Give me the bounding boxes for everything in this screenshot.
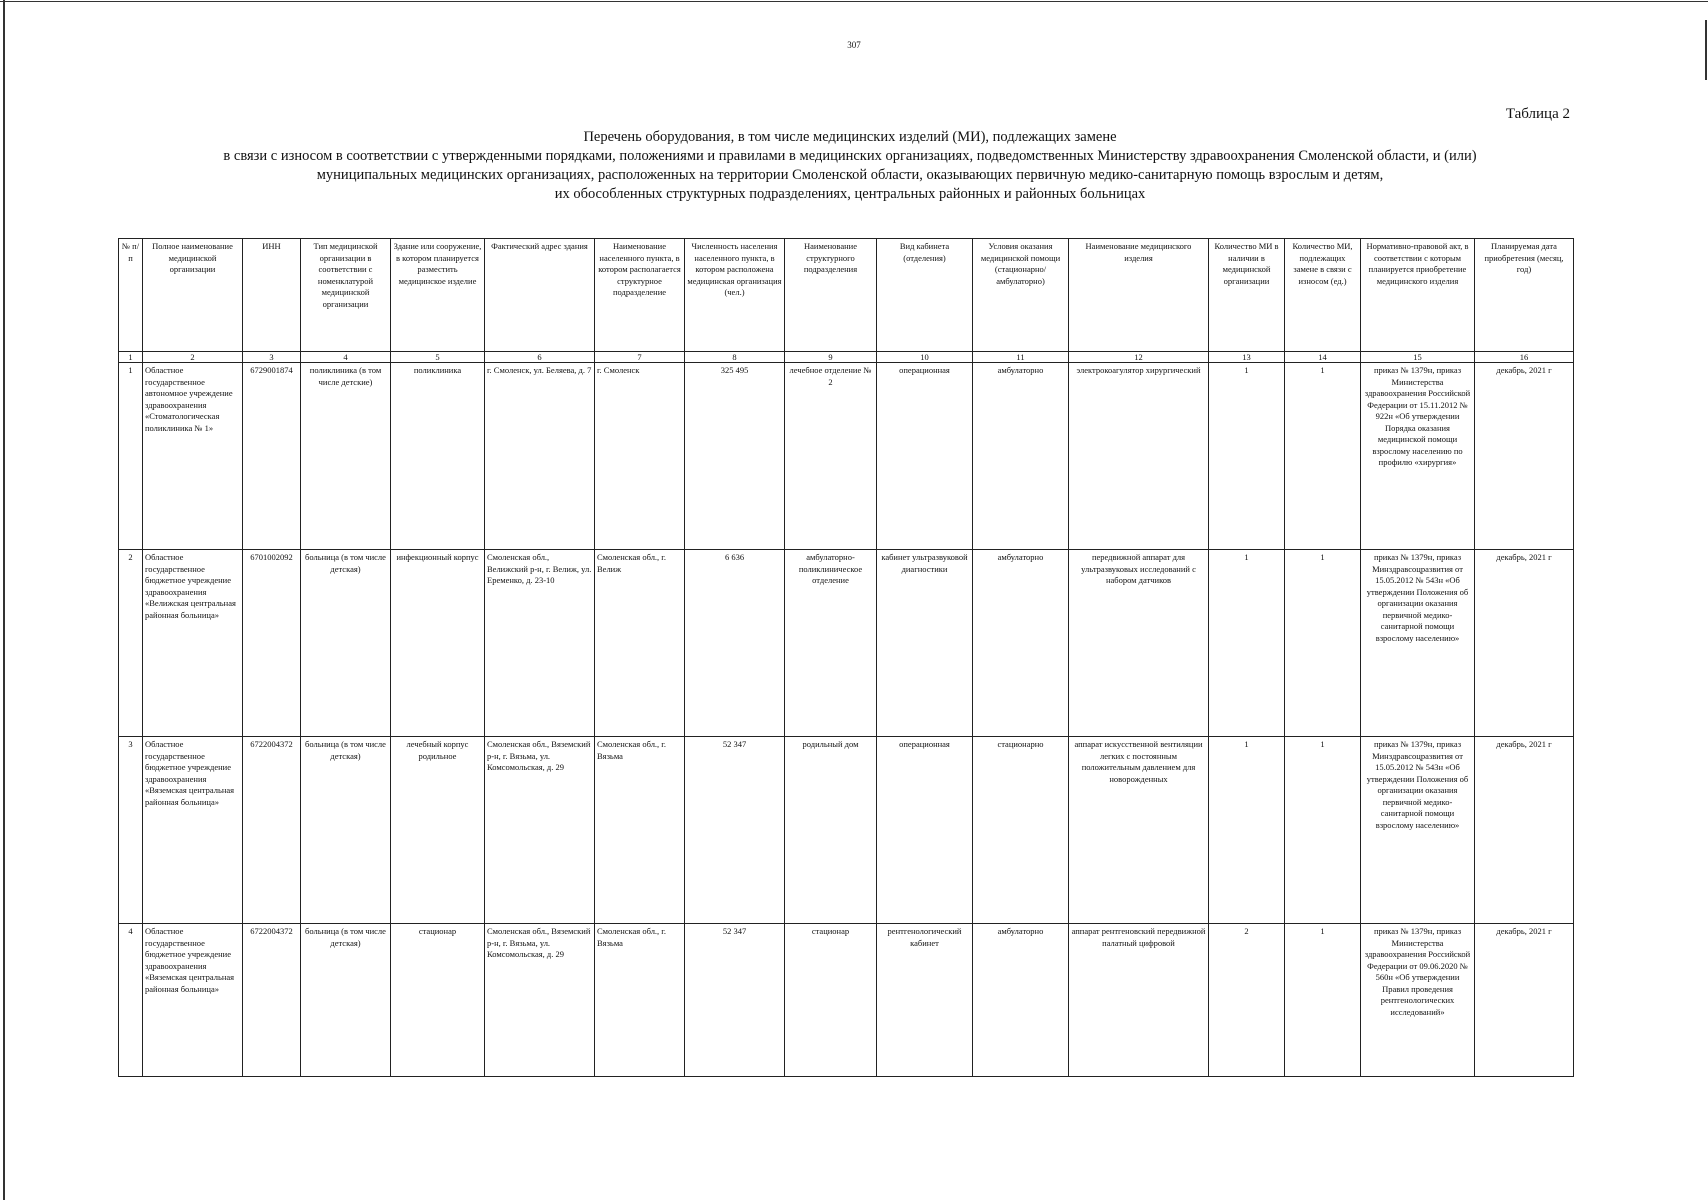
table-cell: поликлиника	[391, 363, 485, 550]
column-header: Наименование медицинского изделия	[1069, 239, 1209, 352]
table-cell: рентгенологический кабинет	[877, 924, 973, 1077]
column-header: ИНН	[243, 239, 301, 352]
column-number: 1	[119, 352, 143, 363]
table-cell: приказ № 1379н, приказ Министерства здравоохранения Российской Федерации от 15.11.2012 № 922н «Об утверждении Порядка оказания медицинской помощи взрослому населению по профилю «хирургия»	[1361, 363, 1475, 550]
table-cell: 6722004372	[243, 924, 301, 1077]
document-title	[140, 128, 1560, 204]
table-cell: Областное государственное бюджетное учреждение здравоохранения «Вяземская центральная районная больница»	[143, 737, 243, 924]
table-cell: больница (в том числе детская)	[301, 550, 391, 737]
column-header: Полное наименование медицинской организации	[143, 239, 243, 352]
table-cell: 1	[1285, 737, 1361, 924]
column-header: Наименование населенного пункта, в котором располагается структурное подразделение	[595, 239, 685, 352]
column-header: Численность населения населенного пункта, в котором расположена медицинская организация (чел.)	[685, 239, 785, 352]
table-cell: приказ № 1379н, приказ Министерства здравоохранения Российской Федерации от 09.06.2020 № 560н «Об утверждении Правил проведения рентгенологических исследований»	[1361, 924, 1475, 1077]
table-cell: 6729001874	[243, 363, 301, 550]
column-number: 6	[485, 352, 595, 363]
table-cell: амбулаторно-поликлиническое отделение	[785, 550, 877, 737]
table-row	[119, 924, 1574, 1077]
table-cell: декабрь, 2021 г	[1475, 737, 1574, 924]
column-header: Количество МИ, подлежащих замене в связи с износом (ед.)	[1285, 239, 1361, 352]
table-header	[119, 239, 1574, 352]
table-cell: инфекционный корпус	[391, 550, 485, 737]
table-cell: стационар	[785, 924, 877, 1077]
table-cell: Смоленская обл., г. Велиж	[595, 550, 685, 737]
column-number: 8	[685, 352, 785, 363]
table-cell: Смоленская обл., Велижский р-н, г. Велиж, ул. Еременко, д. 23-10	[485, 550, 595, 737]
column-header: Планируемая дата приобретения (месяц, год)	[1475, 239, 1574, 352]
table-cell: лечебный корпус родильное	[391, 737, 485, 924]
table-cell: амбулаторно	[973, 924, 1069, 1077]
column-header: Наименование структурного подразделения	[785, 239, 877, 352]
table-cell: приказ № 1379н, приказ Минздравсоцразвития от 15.05.2012 № 543н «Об утверждении Положения об организации оказания первичной медико-санитарной помощи взрослому населению»	[1361, 737, 1475, 924]
title-line: муниципальных медицинских организациях, расположенных на территории Смоленской области, оказывающих первичную медико-санитарную помощь взрослым и детям,	[316, 167, 1384, 183]
table-cell: Смоленская обл., Вяземский р-н, г. Вязьма, ул. Комсомольская, д. 29	[485, 737, 595, 924]
column-number: 16	[1475, 352, 1574, 363]
table-cell: 4	[119, 924, 143, 1077]
table-cell: 52 347	[685, 737, 785, 924]
table-cell: 1	[1209, 737, 1285, 924]
table-cell: операционная	[877, 737, 973, 924]
table-cell: аппарат искусственной вентиляции легких с постоянным положительным давлением для новорожденных	[1069, 737, 1209, 924]
table-cell: Смоленская обл., г. Вязьма	[595, 737, 685, 924]
column-number: 13	[1209, 352, 1285, 363]
table-cell: аппарат рентгеновский передвижной палатный цифровой	[1069, 924, 1209, 1077]
column-header: Нормативно-правовой акт, в соответствии с которым планируется приобретение медицинского изделия	[1361, 239, 1475, 352]
table-cell: декабрь, 2021 г	[1475, 550, 1574, 737]
table-cell: 3	[119, 737, 143, 924]
table-cell: стационарно	[973, 737, 1069, 924]
column-header: № п/п	[119, 239, 143, 352]
table-cell: операционная	[877, 363, 973, 550]
table-cell: 1	[1285, 550, 1361, 737]
table-cell: больница (в том числе детская)	[301, 924, 391, 1077]
title-line: их обособленных структурных подразделениях, центральных районных и районных больницах	[554, 186, 1146, 202]
table-cell: передвижной аппарат для ультразвуковых исследований с набором датчиков	[1069, 550, 1209, 737]
table-cell: г. Смоленск	[595, 363, 685, 550]
table-cell: Смоленская обл., Вяземский р-н, г. Вязьма, ул. Комсомольская, д. 29	[485, 924, 595, 1077]
left-scan-edge	[3, 0, 5, 1200]
table-cell: 2	[1209, 924, 1285, 1077]
table-cell: амбулаторно	[973, 550, 1069, 737]
column-number: 12	[1069, 352, 1209, 363]
table-cell: 6 636	[685, 550, 785, 737]
table-cell: 52 347	[685, 924, 785, 1077]
column-header: Количество МИ в наличии в медицинской организации	[1209, 239, 1285, 352]
table-cell: 325 495	[685, 363, 785, 550]
table-cell: Областное государственное бюджетное учреждение здравоохранения «Вяземская центральная районная больница»	[143, 924, 243, 1077]
table-cell: стационар	[391, 924, 485, 1077]
table-cell: родильный дом	[785, 737, 877, 924]
column-header: Фактический адрес здания	[485, 239, 595, 352]
column-header: Условия оказания медицинской помощи (стационарно/ амбулаторно)	[973, 239, 1069, 352]
table-cell: 1	[1209, 550, 1285, 737]
top-scan-edge	[0, 1, 1708, 2]
title-line: в связи с износом в соответствии с утвержденными порядками, положениями и правилами в медицинских организациях, подведомственных Министерству здравоохранения Смоленской области, и (или)	[223, 148, 1477, 164]
column-number: 3	[243, 352, 301, 363]
table-cell: Смоленская обл., г. Вязьма	[595, 924, 685, 1077]
page-number: 307	[847, 40, 861, 50]
column-header: Вид кабинета (отделения)	[877, 239, 973, 352]
column-number: 4	[301, 352, 391, 363]
table-cell: г. Смоленск, ул. Беляева, д. 7	[485, 363, 595, 550]
table-cell: приказ № 1379н, приказ Минздравсоцразвития от 15.05.2012 № 543н «Об утверждении Положения об организации оказания первичной медико-санитарной помощи взрослому населению»	[1361, 550, 1475, 737]
table-cell: кабинет ультразвуковой диагностики	[877, 550, 973, 737]
table-cell: 1	[1285, 924, 1361, 1077]
table-label: Таблица 2	[1505, 106, 1570, 122]
table-cell: лечебное отделение № 2	[785, 363, 877, 550]
column-number: 15	[1361, 352, 1475, 363]
table-cell: поликлиника (в том числе детские)	[301, 363, 391, 550]
table-body	[119, 352, 1574, 1077]
table-cell: Областное государственное бюджетное учреждение здравоохранения «Велижская центральная районная больница»	[143, 550, 243, 737]
right-scan-edge	[1705, 20, 1707, 80]
column-number: 7	[595, 352, 685, 363]
table-row	[119, 363, 1574, 550]
table-cell: Областное государственное автономное учреждение здравоохранения «Стоматологическая поликлиника № 1»	[143, 363, 243, 550]
column-number: 5	[391, 352, 485, 363]
column-number: 10	[877, 352, 973, 363]
title-line: Перечень оборудования, в том числе медицинских изделий (МИ), подлежащих замене	[583, 129, 1117, 145]
table-cell: 2	[119, 550, 143, 737]
equipment-table	[118, 238, 1574, 1077]
table-cell: больница (в том числе детская)	[301, 737, 391, 924]
table-row	[119, 737, 1574, 924]
column-number: 11	[973, 352, 1069, 363]
column-header: Здание или сооружение, в котором планируется разместить медицинское изделие	[391, 239, 485, 352]
table-cell: декабрь, 2021 г	[1475, 363, 1574, 550]
column-header: Тип медицинской организации в соответствии с номенклатурой медицинской организации	[301, 239, 391, 352]
table-cell: декабрь, 2021 г	[1475, 924, 1574, 1077]
table-cell: 1	[119, 363, 143, 550]
column-number-row	[119, 352, 1574, 363]
table-cell: амбулаторно	[973, 363, 1069, 550]
table-cell: электрокоагулятор хирургический	[1069, 363, 1209, 550]
column-number: 2	[143, 352, 243, 363]
table-cell: 6722004372	[243, 737, 301, 924]
table-cell: 6701002092	[243, 550, 301, 737]
column-number: 14	[1285, 352, 1361, 363]
table-cell: 1	[1209, 363, 1285, 550]
column-number: 9	[785, 352, 877, 363]
table-cell: 1	[1285, 363, 1361, 550]
table-row	[119, 550, 1574, 737]
